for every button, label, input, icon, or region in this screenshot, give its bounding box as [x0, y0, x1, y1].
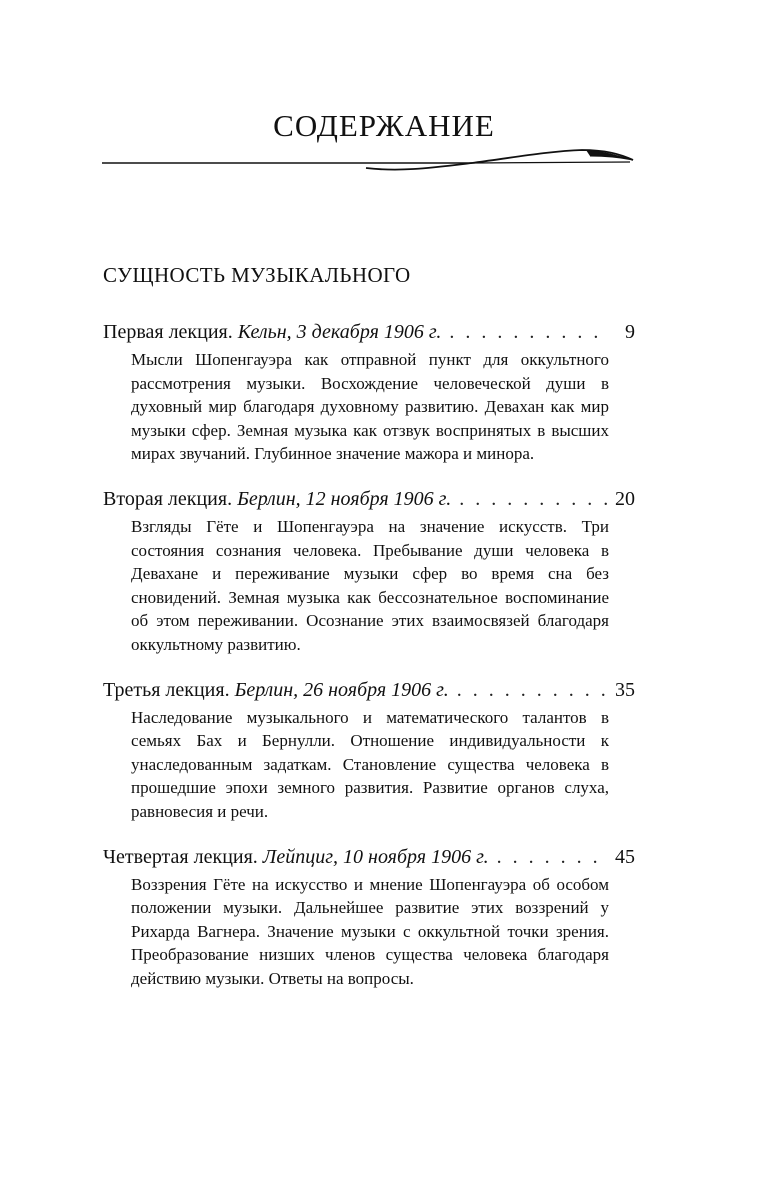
page-number: 35	[615, 678, 635, 701]
lecture-summary: Взгляды Гёте и Шопенгауэра на значение искусств. Три состояния сознания человека. Пребывание души человека в Девахане и переживание музыки сфер во время сна без сновидений. Земная музыка как бессознательное воспоминание об этом переживании. Осознание этих взаимосвязей благодаря оккультному развитию.	[131, 516, 609, 654]
toc-list	[103, 318, 635, 1009]
lecture-place-date: Кельн, 3 декабря 1906 г.	[237, 321, 442, 343]
toc-entry[interactable]	[103, 318, 635, 466]
toc-entry[interactable]	[103, 676, 635, 824]
toc-entry-heading	[103, 843, 635, 871]
dot-leader	[449, 318, 607, 346]
lecture-place-date: Лейпциг, 10 ноября 1906 г.	[262, 845, 489, 868]
lecture-title: Первая лекция.	[103, 321, 233, 343]
section-heading: СУЩНОСТЬ МУЗЫКАЛЬНОГО	[103, 263, 411, 287]
lecture-place-date: Берлин, 12 ноября 1906 г.	[237, 487, 452, 510]
ornamental-divider	[100, 148, 640, 178]
lecture-title: Четвертая лекция.	[103, 845, 258, 868]
toc-entry[interactable]	[103, 843, 635, 991]
lecture-title: Третья лекция.	[103, 678, 230, 701]
page-number: 20	[615, 487, 635, 510]
dot-leader	[497, 843, 607, 871]
dot-leader	[459, 485, 607, 513]
page-number: 9	[625, 321, 635, 343]
page-title: СОДЕРЖАНИЕ	[273, 108, 495, 143]
lecture-summary: Наследование музыкального и математического талантов в семьях Бах и Бернулли. Отношение индивидуальности к унаследованным задаткам. Становление существа человека в прошедшие эпохи земного развития. Развитие органов слуха, равновесия и речи.	[131, 707, 609, 821]
toc-entry-heading	[103, 485, 635, 513]
toc-entry-heading	[103, 676, 635, 704]
lecture-title: Вторая лекция.	[103, 487, 233, 510]
toc-entry[interactable]	[103, 485, 635, 657]
lecture-summary: Мысли Шопенгауэра как отправной пункт для оккультного рассмотрения музыки. Восхождение человеческой души в духовный мир благодаря духовному развитию. Девахан как мир музыки сфер. Земная музыка как отзвук воспринятых в высших мирах звучаний. Глубинное значение мажора и минора.	[131, 350, 609, 464]
lecture-summary: Воззрения Гёте на искусство и мнение Шопенгауэра об особом положении музыки. Дальнейшее развитие этих воззрений у Рихарда Вагнера. Значение музыки с оккультной точки зрения. Преобразование низших членов существа человека благодаря действию музыки. Ответы на вопросы.	[131, 874, 609, 988]
lecture-place-date: Берлин, 26 ноября 1906 г.	[234, 678, 449, 701]
page-number: 45	[615, 845, 635, 868]
dot-leader	[457, 676, 607, 704]
toc-entry-heading	[103, 318, 635, 346]
